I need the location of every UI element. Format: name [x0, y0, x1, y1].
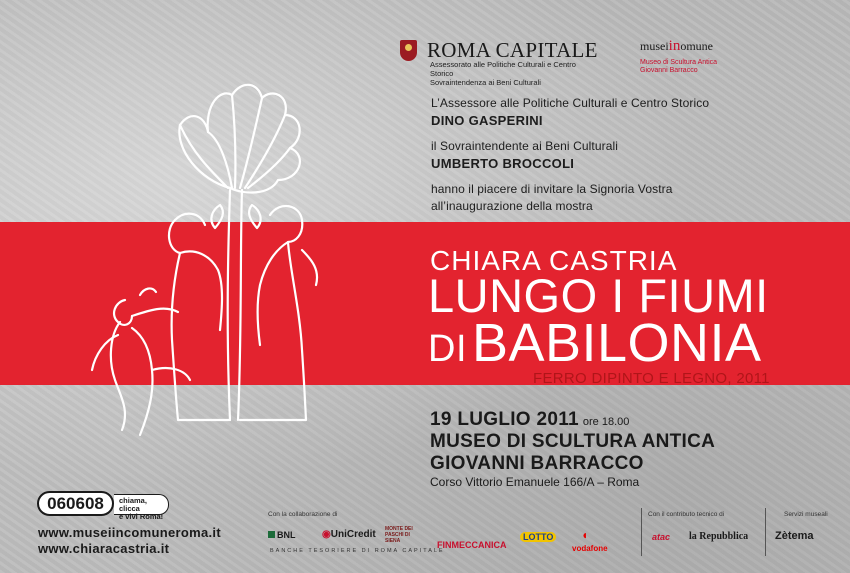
sovraintendente-name: UMBERTO BROCCOLI — [431, 156, 575, 171]
bnl-logo: BNL — [268, 530, 296, 540]
exhibition-title-line1: LUNGO I FIUMI — [428, 269, 769, 322]
roma-capitale-subtitle — [430, 60, 580, 87]
roma-sub-line2: Sovraintendenza ai Beni Culturali — [430, 78, 541, 87]
banks-caption: BANCHE TESORIERE DI ROMA CAPITALE — [270, 548, 445, 554]
website-link-museiincomune[interactable]: www.museiincomuneroma.it — [38, 525, 221, 540]
technical-contribution-label: Con il contributo tecnico di — [648, 511, 725, 518]
website-link-chiaracastria[interactable]: www.chiaracastria.it — [38, 541, 170, 556]
exhibition-medium: FERRO DIPINTO E LEGNO, 2011 — [533, 370, 770, 387]
bnl-star-icon — [268, 531, 275, 538]
phone-number-badge: 060608 — [37, 491, 114, 516]
museum-services-label: Servizi museali — [784, 511, 828, 518]
phone-tagline: chiama, clicca e vivi Roma! — [114, 494, 169, 515]
sponsor-divider-1 — [641, 508, 642, 556]
musei-in-comune-wordmark: museiinomune — [640, 38, 714, 54]
zetema-logo: Zètema — [775, 530, 814, 542]
artist-name: CHIARA CASTRIA — [430, 245, 678, 276]
lotto-logo: LOTTO — [520, 532, 556, 542]
invitation-line-2: il Sovraintendente ai Beni Culturali — [431, 139, 619, 153]
invitation-line-1: L’Assessore alle Politiche Culturali e Centro Storico — [431, 96, 710, 110]
invitation-line-4: all’inaugurazione della mostra — [431, 199, 593, 213]
vodafone-icon: ◖ — [581, 528, 589, 542]
vodafone-logo: vodafone — [572, 544, 608, 553]
collaboration-label: Con la collaborazione di — [268, 511, 338, 518]
unicredit-icon: ◉ — [322, 529, 331, 540]
unicredit-logo: ◉UniCredit — [322, 529, 376, 540]
venue-line1: MUSEO DI SCULTURA ANTICA — [430, 431, 716, 452]
exhibition-title-line2: DI BABILONIA — [428, 313, 762, 373]
assessore-name: DINO GASPERINI — [431, 113, 543, 128]
venue-address: Corso Vittorio Emanuele 166/A – Roma — [430, 475, 640, 489]
musei-subtitle: Museo di Scultura Antica Giovanni Barracco — [640, 59, 718, 74]
event-date: 19 LUGLIO 2011 ore 18.00 — [430, 409, 630, 430]
la-repubblica-logo: la Repubblica — [689, 531, 749, 542]
invitation-line-3: hanno il piacere di invitare la Signoria Vostra — [431, 182, 673, 196]
roma-capitale-title: ROMA CAPITALE — [427, 38, 598, 62]
sponsor-divider-2 — [765, 508, 766, 556]
atac-logo: atac — [652, 532, 671, 542]
roma-sub-line1: Assessorato alle Politiche Culturali e Centro Storico — [430, 60, 576, 78]
venue-line2: GIOVANNI BARRACCO — [430, 453, 644, 474]
finmeccanica-logo: FINMECCANICA — [437, 540, 507, 550]
roma-shield-icon — [400, 40, 417, 61]
relief-line-drawing — [80, 70, 350, 450]
monte-dei-paschi-logo: MONTE DEI PASCHI DI SIENA — [385, 526, 413, 544]
musei-in-comune-logo — [640, 38, 740, 75]
